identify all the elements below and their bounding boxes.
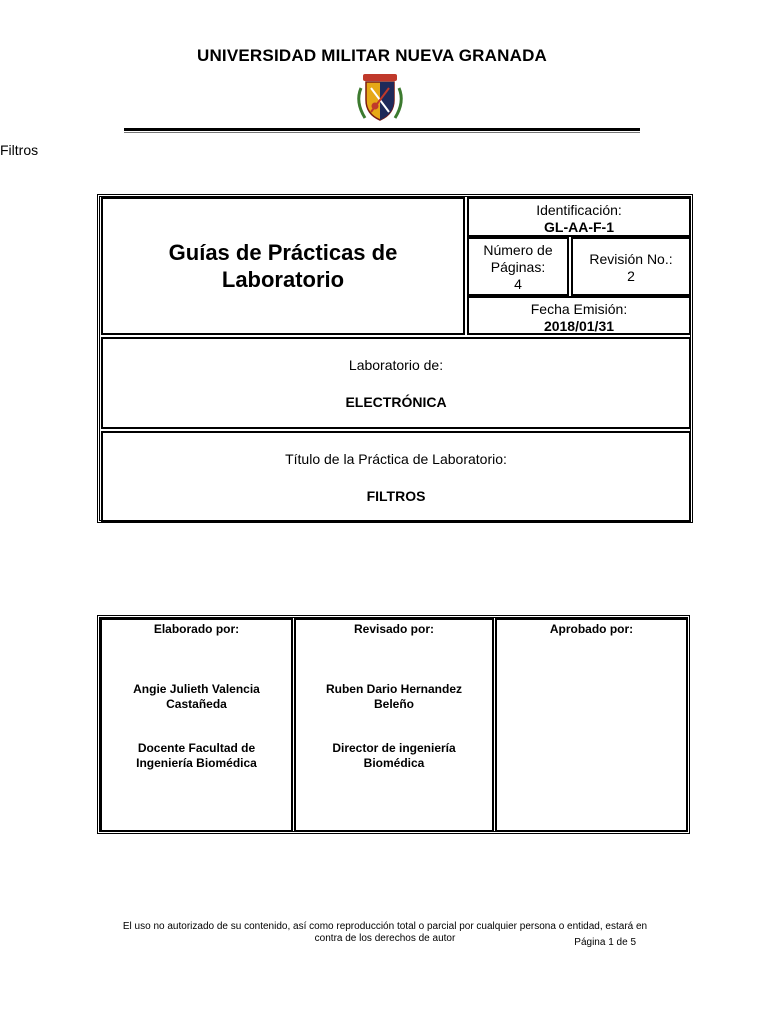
- page-number: Página 1 de 5: [574, 937, 636, 948]
- fecha-value: 2018/01/31: [543, 318, 615, 334]
- identificacion-cell: [467, 197, 691, 237]
- header-divider-shadow: [124, 132, 640, 133]
- aprobado-column: [495, 618, 688, 832]
- fecha-cell: [467, 296, 691, 335]
- laboratorio-value: ELECTRÓNICA: [345, 394, 447, 410]
- document-subtitle: Filtros: [0, 142, 39, 158]
- paginas-label-2: Páginas:: [490, 259, 546, 275]
- revisado-name-line-2: Beleño: [373, 697, 414, 711]
- elaborado-role-line-2: Ingeniería Biomédica: [136, 756, 257, 770]
- laboratorio-label: Laboratorio de:: [348, 357, 444, 373]
- elaborado-name-line-2: Castañeda: [166, 697, 227, 711]
- university-crest-logo: [353, 68, 407, 124]
- identificacion-value: GL-AA-F-1: [544, 219, 614, 235]
- copyright-note-line-2: contra de los derechos de autor: [314, 933, 456, 944]
- laboratorio-cell: [101, 337, 691, 429]
- revisado-name-line-1: Ruben Dario Hernandez: [325, 682, 463, 696]
- revision-value: 2: [627, 268, 635, 284]
- titulo-practica-label: Título de la Práctica de Laboratorio:: [285, 451, 507, 467]
- identificacion-label: Identificación:: [536, 202, 622, 218]
- guide-title-cell: [101, 197, 465, 335]
- elaborado-label: Elaborado por:: [153, 622, 240, 636]
- elaborado-role-line-1: Docente Facultad de: [137, 741, 256, 755]
- university-name: UNIVERSIDAD MILITAR NUEVA GRANADA: [196, 46, 548, 65]
- revision-cell: [571, 237, 691, 296]
- titulo-practica-value: FILTROS: [366, 488, 426, 504]
- paginas-label-1: Número de: [483, 242, 553, 258]
- fecha-label: Fecha Emisión:: [530, 301, 628, 317]
- revision-label: Revisión No.:: [589, 251, 673, 267]
- revisado-role-line-2: Biomédica: [363, 756, 425, 770]
- paginas-cell: [467, 237, 569, 296]
- revisado-label: Revisado por:: [353, 622, 434, 636]
- revisado-role-line-1: Director de ingeniería: [332, 741, 456, 755]
- elaborado-name-line-1: Angie Julieth Valencia: [133, 682, 260, 696]
- aprobado-label: Aprobado por:: [549, 622, 634, 636]
- titulo-practica-cell: [101, 431, 691, 522]
- guide-title: Guías de Prácticas de Laboratorio: [168, 240, 398, 292]
- header-divider: [124, 128, 640, 131]
- paginas-value: 4: [514, 276, 522, 292]
- elaborado-column: [100, 618, 293, 832]
- revisado-column: [294, 618, 494, 832]
- copyright-note-line-1: El uso no autorizado de su contenido, así como reproducción total o parcial por cualquier persona o entidad, estará en: [122, 921, 648, 932]
